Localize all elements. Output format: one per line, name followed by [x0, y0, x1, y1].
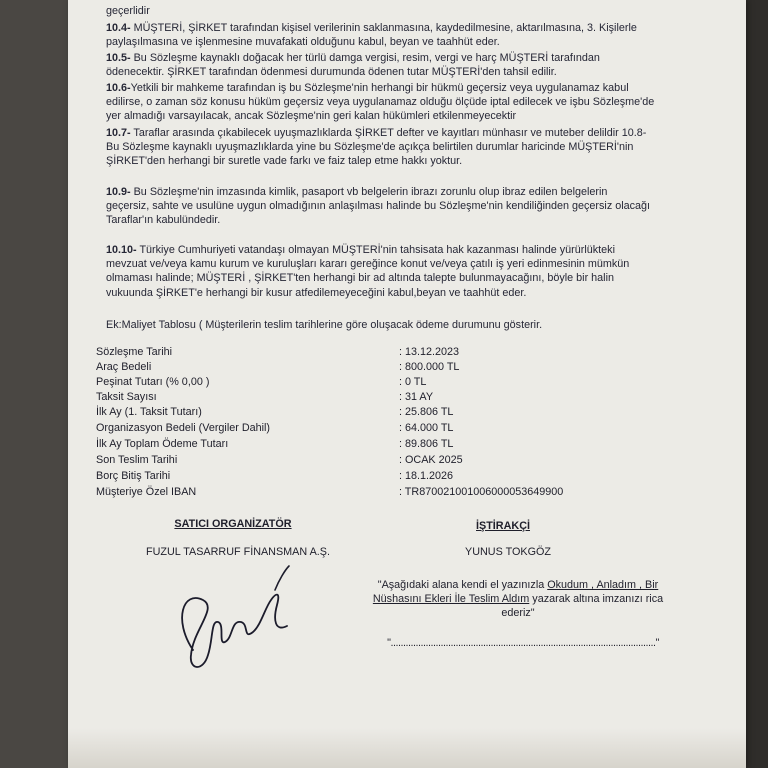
clause-line — [106, 81, 726, 95]
clause-line: yer almadığı varsayılacak, ancak Sözleşme'nin geri kalan hükümleri etkilenmeyecektir — [106, 110, 517, 123]
page-shadow — [68, 728, 746, 768]
seller-heading: SATICI ORGANİZATÖR — [174, 518, 292, 530]
cost-value: : 25.806 TL — [399, 406, 454, 418]
clause-10-5 — [106, 51, 726, 79]
clause-line: geçersiz, sahte ve usulüne uygun olmadığının anlaşılması halinde bu Sözleşme'nin kendiliğinden geçersiz olacağı — [106, 200, 651, 213]
cost-label: İlk Ay Toplam Ödeme Tutarı — [96, 438, 229, 450]
cost-label: Müşteriye Özel IBAN — [96, 486, 197, 498]
instruction-text: yazarak altına imzanızı rica — [529, 593, 664, 605]
cost-row — [96, 470, 736, 484]
instruction-text: "Aşağıdaki alana kendi el yazınızla — [377, 579, 548, 591]
clause-line — [106, 185, 726, 199]
cost-row — [96, 391, 736, 405]
clause-text: Türkiye Cumhuriyeti vatandaşı olmayan MÜŞTERİ'nin tahsisata hak kazanması halinde yürürlükteki — [139, 244, 615, 256]
cost-table-title: Ek:Maliyet Tablosu ( Müşterilerin teslim tarihlerine göre oluşacak ödeme durumunu gösterir. — [106, 319, 543, 331]
clause-text: Yetkili bir mahkeme tarafından iş bu Sözleşme'nin herhangi bir hükmü geçersiz veya uygulanamaz kabul — [130, 82, 629, 94]
cost-label: İlk Ay (1. Taksit Tutarı) — [96, 406, 202, 418]
clause-number: 10.4- — [106, 22, 131, 34]
cost-row — [96, 486, 736, 500]
clause-number: 10.7- — [106, 127, 131, 139]
cost-label: Araç Bedeli — [96, 361, 152, 373]
clause-10-4 — [106, 21, 726, 49]
cost-value: : 64.000 TL — [399, 422, 454, 434]
instruction-line — [348, 592, 688, 606]
clause-line — [106, 21, 726, 35]
instruction-line: ederiz" — [501, 607, 535, 619]
participant-name: YUNUS TOKGÖZ — [465, 546, 551, 558]
instruction-line — [348, 578, 688, 592]
clause-line — [106, 126, 726, 140]
instruction-phrase: Nüshasını Ekleri İle Teslim Aldım — [372, 593, 530, 605]
cost-value: : 800.000 TL — [399, 361, 460, 373]
clause-number: 10.10- — [106, 244, 137, 256]
clause-text: Taraflar arasında çıkabilecek uyuşmazlıklarda ŞİRKET defter ve kayıtları münhasır ve muteber delildir 10.8- — [133, 127, 647, 139]
cost-value: : TR870021001006000053649900 — [399, 486, 564, 498]
cost-row — [96, 422, 736, 436]
clause-10-7 — [106, 126, 726, 169]
cost-label: Peşinat Tutarı (% 0,00 ) — [96, 376, 210, 388]
cost-row — [96, 376, 736, 390]
cost-value: : 18.1.2026 — [399, 470, 454, 482]
clause-10-10 — [106, 243, 726, 300]
clause-line: Bu Sözleşme kaynaklı uyuşmazlıklarda yine bu Sözleşme'de açıkça belirtilen durumlar haricinde MÜŞTERİ'nin — [106, 141, 634, 154]
seller-signature — [163, 560, 303, 680]
cost-label: Son Teslim Tarihi — [96, 454, 178, 466]
clause-line: vukuunda ŞİRKET'e herhangi bir kusur atfedilemeyeceğini kabul,beyan ve taahhüt eder. — [106, 286, 527, 299]
cost-value: : 13.12.2023 — [399, 346, 460, 358]
clause-line: olmaması halinde; MÜŞTERİ , ŞİRKET'ten herhangi bir ad altında talepte bulunmayacağını, böyle bir halin — [106, 272, 614, 285]
clause-10-6 — [106, 81, 726, 124]
clause-line: paylaşılmasına ve işlenmesine muvafakati olduğunu kabul, beyan ve taahhüt eder. — [106, 36, 500, 49]
handwriting-line: ".........................................................................................................." — [387, 637, 659, 649]
cost-row — [96, 454, 736, 468]
cost-row — [96, 406, 736, 420]
cost-value: : OCAK 2025 — [399, 454, 463, 466]
handwriting-instruction — [348, 578, 688, 620]
clause-text: Bu Sözleşme kaynaklı doğacak her türlü damga vergisi, resim, vergi ve harç MÜŞTERİ tarafından — [133, 52, 600, 64]
seller-name: FUZUL TASARRUF FİNANSMAN A.Ş. — [146, 546, 330, 558]
top-line: geçerlidir — [106, 5, 150, 17]
instruction-phrase: Okudum , Anladım , Bir — [547, 579, 659, 591]
clause-number: 10.5- — [106, 52, 131, 64]
cost-value: : 0 TL — [399, 376, 427, 388]
document-page — [68, 0, 746, 768]
cost-label: Taksit Sayısı — [96, 391, 157, 403]
cost-label: Borç Bitiş Tarihi — [96, 470, 171, 482]
clause-number: 10.9- — [106, 186, 131, 198]
cost-label: Sözleşme Tarihi — [96, 346, 173, 358]
clause-line: mevzuat ve/veya kamu kurum ve kuruluşları kararı gereğince konut ve/veya çatılı iş yeri edinmesinin mümkün — [106, 258, 630, 271]
cost-row — [96, 361, 736, 375]
cost-row — [96, 438, 736, 452]
clause-10-9 — [106, 185, 726, 228]
clause-line — [106, 51, 726, 65]
clause-line: ŞİRKET'den herhangi bir suretle vade farkı ve faiz talep etme hakkı yoktur. — [106, 155, 463, 168]
participant-heading: İŞTİRAKÇİ — [476, 520, 530, 532]
clause-text: MÜŞTERİ, ŞİRKET tarafından kişisel verilerinin saklanmasına, kaydedilmesine, aktarılmasına, 3. Kişilerle — [133, 22, 637, 34]
cost-label: Organizasyon Bedeli (Vergiler Dahil) — [96, 422, 271, 434]
clause-line: Taraflar'ın kabulündedir. — [106, 214, 221, 227]
clause-text: Bu Sözleşme'nin imzasında kimlik, pasaport vb belgelerin ibrazı zorunlu olup ibraz edilen belgelerin — [133, 186, 608, 198]
cost-value: : 31 AY — [399, 391, 434, 403]
clause-line — [106, 243, 726, 257]
clause-line: edilirse, o zaman söz konusu hüküm geçersiz veya uygulanamaz olduğu ölçüde iptal edilecek ve işbu Sözleşme'de — [106, 96, 655, 109]
clause-number: 10.6- — [106, 82, 131, 94]
clause-line: ödenecektir. ŞİRKET tarafından ödenmesi durumunda ödenen tutar MÜŞTERİ'den tahsil edilir. — [106, 66, 557, 79]
cost-row — [96, 346, 736, 360]
cost-value: : 89.806 TL — [399, 438, 454, 450]
